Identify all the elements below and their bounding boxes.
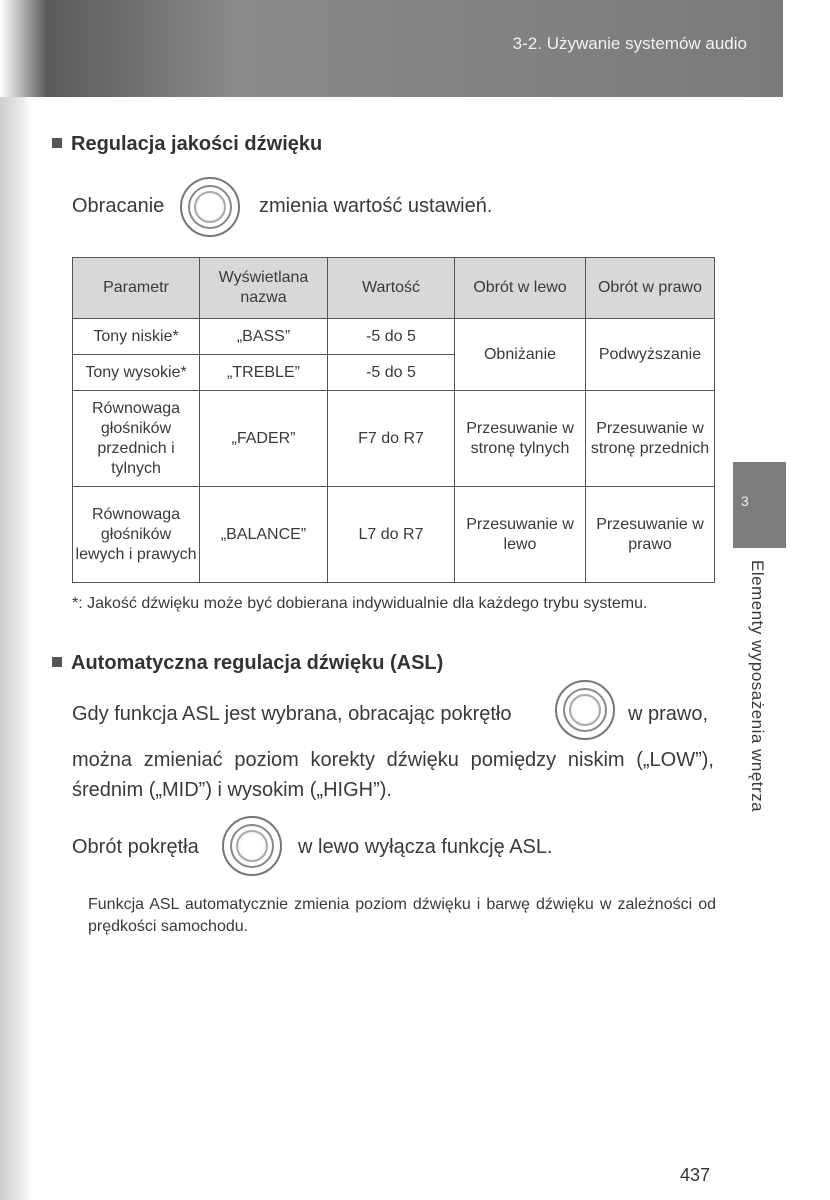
table-row	[73, 319, 715, 355]
cell-wartosc: F7 do R7	[328, 391, 455, 487]
binding-shadow	[0, 0, 32, 1200]
header-obrot-prawo: Obrót w prawo	[586, 258, 715, 319]
asl-line1-after: w prawo,	[628, 703, 709, 725]
section-heading-text: Regulacja jakości dźwięku	[71, 133, 323, 155]
asl-off-text: Obrót pokrętła	[72, 836, 199, 858]
cell-nazwa: „TREBLE”	[200, 355, 328, 391]
cell-merged-lewo: Obniżanie	[455, 319, 586, 391]
bullet-icon	[52, 657, 62, 667]
changes-value-text: zmienia wartość ustawień.	[259, 195, 493, 217]
cell-parametr: Tony niskie*	[73, 319, 200, 355]
cell-wartosc: -5 do 5	[328, 319, 455, 355]
chapter-number: 3	[741, 493, 749, 509]
cell-parametr: Równowaga głośników lewych i prawych	[73, 487, 200, 583]
knob-icon	[180, 177, 240, 237]
cell-nazwa: „FADER”	[200, 391, 328, 487]
chapter-tab	[733, 462, 786, 548]
asl-description: można zmieniać poziom korekty dźwięku pomiędzy niskim („LOW”), średnim („MID”) i wysokim („HIGH”).	[72, 749, 714, 801]
page-number: 437	[680, 1165, 711, 1185]
bullet-icon	[52, 138, 62, 148]
footnote	[72, 593, 712, 615]
settings-table	[72, 257, 715, 583]
header-nazwa: Wyświetlana nazwa	[200, 258, 328, 319]
table-header-row	[73, 258, 715, 319]
knob-icon	[222, 816, 282, 876]
cell-nazwa: „BASS”	[200, 319, 328, 355]
chapter-caption: Elementy wyposażenia wnętrza	[748, 560, 767, 813]
header-wartosc: Wartość	[328, 258, 455, 319]
knob-icon	[555, 680, 615, 740]
footnote-marker: *:	[72, 595, 83, 612]
turning-label: Obracanie	[72, 195, 165, 217]
table-row	[73, 391, 715, 487]
header-title: 3-2. Używanie systemów audio	[512, 34, 747, 53]
cell-nazwa: „BALANCE”	[200, 487, 328, 583]
cell-prawo: Przesuwanie w stronę przednich	[586, 391, 715, 487]
header-obrot-lewo: Obrót w lewo	[455, 258, 586, 319]
asl-note: Funkcja ASL automatycznie zmienia poziom dźwięku i barwę dźwięku w zależności od prędkości samochodu.	[88, 896, 716, 935]
section-heading-text: Automatyczna regulacja dźwięku (ASL)	[71, 652, 444, 674]
cell-parametr: Tony wysokie*	[73, 355, 200, 391]
footnote-text: Jakość dźwięku może być dobierana indywidualnie dla każdego trybu systemu.	[87, 595, 648, 612]
cell-wartosc: L7 do R7	[328, 487, 455, 583]
cell-parametr: Równowaga głośników przednich i tylnych	[73, 391, 200, 487]
cell-merged-prawo: Podwyższanie	[586, 319, 715, 391]
table-row	[73, 487, 715, 583]
header-parametr: Parametr	[73, 258, 200, 319]
asl-off-after: w lewo wyłącza funkcję ASL.	[298, 836, 553, 858]
cell-lewo: Przesuwanie w lewo	[455, 487, 586, 583]
asl-line1-text: Gdy funkcja ASL jest wybrana, obracając pokrętło	[72, 703, 512, 725]
cell-wartosc: -5 do 5	[328, 355, 455, 391]
section-heading-sound-quality	[52, 133, 322, 156]
header-bar	[0, 0, 783, 97]
cell-prawo: Przesuwanie w prawo	[586, 487, 715, 583]
cell-lewo: Przesuwanie w stronę tylnych	[455, 391, 586, 487]
section-heading-asl	[52, 652, 443, 675]
